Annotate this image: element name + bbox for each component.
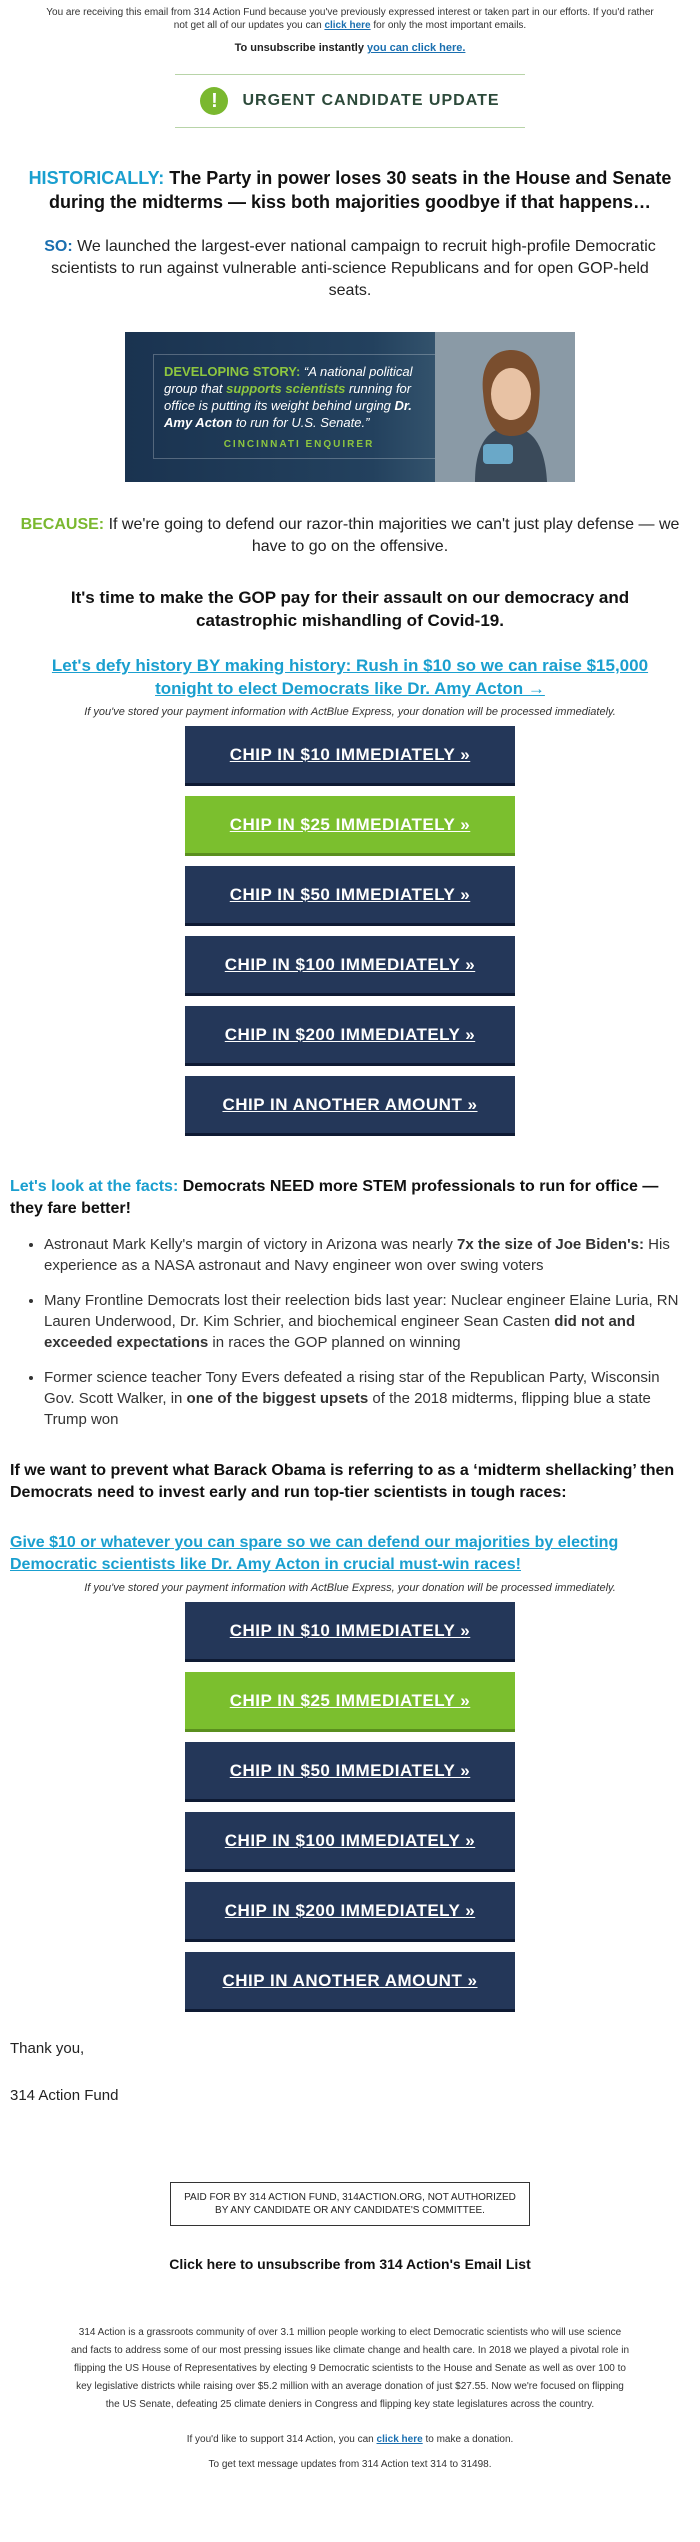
because-paragraph [10,514,690,558]
banner-quote [164,363,434,431]
banner-quote-name: Dr. Amy Acton [164,398,412,430]
chip-in-100-button[interactable]: CHIP IN $100 IMMEDIATELY » [185,1812,515,1872]
donation-buttons-1 [0,726,700,1136]
support-text-end: to make a donation. [422,2434,514,2445]
banner-source: CINCINNATI ENQUIRER [223,439,375,450]
fact-bold: 7x the size of Joe Biden's: [457,1236,644,1253]
notice-text: You are receiving this email from 314 Action Fund because you've previously expressed interest or taken part in our efforts. If you'd rather not get all of our updates you can [46,7,654,31]
historically-text: The Party in power loses 30 seats in the House and Senate during the midterms — kiss both majorities goodbye if that happens… [48,168,672,212]
cta-paragraph-1 [40,654,660,700]
notice-link[interactable]: click here [324,20,371,31]
fact-text-end: His experience as a NASA astronaut and Navy engineer won over swing voters [44,1236,670,1274]
support-line [0,2434,700,2445]
signature: 314 Action Fund [10,2087,119,2104]
news-banner-image[interactable] [125,332,575,482]
unsubscribe-top-text: To unsubscribe instantly [234,42,367,54]
urgent-update-header [175,74,525,128]
cta-paragraph-2 [10,1532,690,1576]
chip-in-25-button[interactable]: CHIP IN $25 IMMEDIATELY » [185,796,515,856]
fact-text-end: of the 2018 midterms, flipping blue a state Trump won [44,1390,651,1428]
facts-text: Democrats NEED more STEM professionals to run for office — they fare better! [10,1178,659,1217]
so-keyword: SO: [44,238,73,255]
list-item [44,1290,680,1353]
unsubscribe-bottom-link[interactable]: Click here to unsubscribe from 314 Action's Email List [169,2256,531,2272]
cta-link-1[interactable]: Let's defy history BY making history: Rush in $10 so we can raise $15,000 tonight to elect Democrats like Dr. Amy Acton → [51,656,649,698]
chip-in-200-button[interactable]: CHIP IN $200 IMMEDIATELY » [185,1882,515,1942]
banner-quote-box [153,354,445,459]
actblue-note-1: If you've stored your payment information with ActBlue Express, your donation will be processed immediately. [84,706,616,718]
text-updates-line: To get text message updates from 314 Action text 314 to 31498. [208,2459,492,2470]
banner-label: DEVELOPING STORY: [164,364,301,379]
fact-bold: one of the biggest upsets [186,1390,369,1407]
because-keyword: BECAUSE: [20,516,105,533]
support-text: If you'd like to support 314 Action, you can [186,2434,377,2445]
because-text: If we're going to defend our razor-thin majorities we can't just play defense — we have to go on the offensive. [104,516,680,555]
unsubscribe-top-link[interactable]: you can click here. [367,42,466,54]
chip-in-other-button[interactable]: CHIP IN ANOTHER AMOUNT » [185,1952,515,2012]
chip-in-25-button[interactable]: CHIP IN $25 IMMEDIATELY » [185,1672,515,1732]
fact-text: Many Frontline Democrats lost their reelection bids last year: Nuclear engineer Elaine Luria, RN Lauren Underwood, Dr. Kim Schrier, and biochemical engineer Sean Casten [44,1292,679,1330]
chip-in-50-button[interactable]: CHIP IN $50 IMMEDIATELY » [185,866,515,926]
banner-quote-c: to run for U.S. Senate.” [232,415,370,430]
fact-text: Astronaut Mark Kelly's margin of victory in Arizona was nearly [44,1236,458,1253]
chip-in-other-button[interactable]: CHIP IN ANOTHER AMOUNT » [185,1076,515,1136]
candidate-photo [435,332,575,482]
list-item [44,1367,680,1430]
chip-in-100-button[interactable]: CHIP IN $100 IMMEDIATELY » [185,936,515,996]
chip-in-10-button[interactable]: CHIP IN $10 IMMEDIATELY » [185,1602,515,1662]
top-notice [0,0,700,32]
historically-keyword: HISTORICALLY: [28,168,165,188]
list-item [44,1234,680,1276]
urgent-update-label: URGENT CANDIDATE UPDATE [242,92,500,109]
unsubscribe-top [0,42,700,54]
about-paragraph: 314 Action is a grassroots community of over 3.1 million people working to elect Democratic scientists who will use science and facts to address some of our most pressing issues like climate change and health care. In 2018 we played a pivotal role in flipping the US House of Representatives by electing 9 Democratic scientists to the House and Senate as well as over 100 to key legislative districts while raising over $5.2 million with an average donation of just $27.55. Now we're focused on flipping the US Senate, defeating 25 climate deniers in Congress and flipping key state legislatures across the country. [70,2327,630,2410]
prevent-paragraph: If we want to prevent what Barack Obama is referring to as a ‘midterm shellacking’ then Democrats need to invest early and run top-tier scientists in tough races: [10,1462,675,1501]
chip-in-200-button[interactable]: CHIP IN $200 IMMEDIATELY » [185,1006,515,1066]
historically-paragraph [20,166,680,214]
actblue-note-2: If you've stored your payment information with ActBlue Express, your donation will be processed immediately. [84,1582,616,1594]
time-paragraph: It's time to make the GOP pay for their assault on our democracy and catastrophic mishandling of Covid-19. [70,588,630,630]
banner-quote-b: running for office is putting its weight behind urging [164,381,412,413]
fact-text: Former science teacher Tony Evers defeated a rising star of the Republican Party, Wisconsin Gov. Scott Walker, in [44,1369,660,1407]
so-paragraph [40,236,660,302]
notice-text-end: for only the most important emails. [370,20,527,31]
thanks-text: Thank you, [10,2040,85,2057]
exclamation-icon: ! [200,87,228,115]
chip-in-10-button[interactable]: CHIP IN $10 IMMEDIATELY » [185,726,515,786]
so-text: We launched the largest-ever national campaign to recruit high-profile Democratic scientists to run against vulnerable anti-science Republicans and for open GOP-held seats. [51,238,656,299]
cta-link-2[interactable]: Give $10 or whatever you can spare so we can defend our majorities by electing Democratic scientists like Dr. Amy Acton in crucial must-win races! [10,1534,619,1573]
paid-by-disclaimer: PAID FOR BY 314 ACTION FUND, 314ACTION.ORG, NOT AUTHORIZED BY ANY CANDIDATE OR ANY CANDIDATE'S COMMITTEE. [170,2182,530,2226]
banner-quote-a: “A national political group that [164,364,413,396]
facts-heading [10,1176,690,1220]
donation-buttons-2 [0,1602,700,2012]
facts-keyword: Let's look at the facts: [10,1178,179,1195]
fact-text-end: in races the GOP planned on winning [208,1334,461,1351]
banner-quote-em: supports scientists [226,381,346,396]
facts-list [10,1234,680,1430]
chip-in-50-button[interactable]: CHIP IN $50 IMMEDIATELY » [185,1742,515,1802]
support-donate-link[interactable]: click here [376,2434,423,2445]
fact-bold: did not and exceeded expectations [44,1313,636,1351]
